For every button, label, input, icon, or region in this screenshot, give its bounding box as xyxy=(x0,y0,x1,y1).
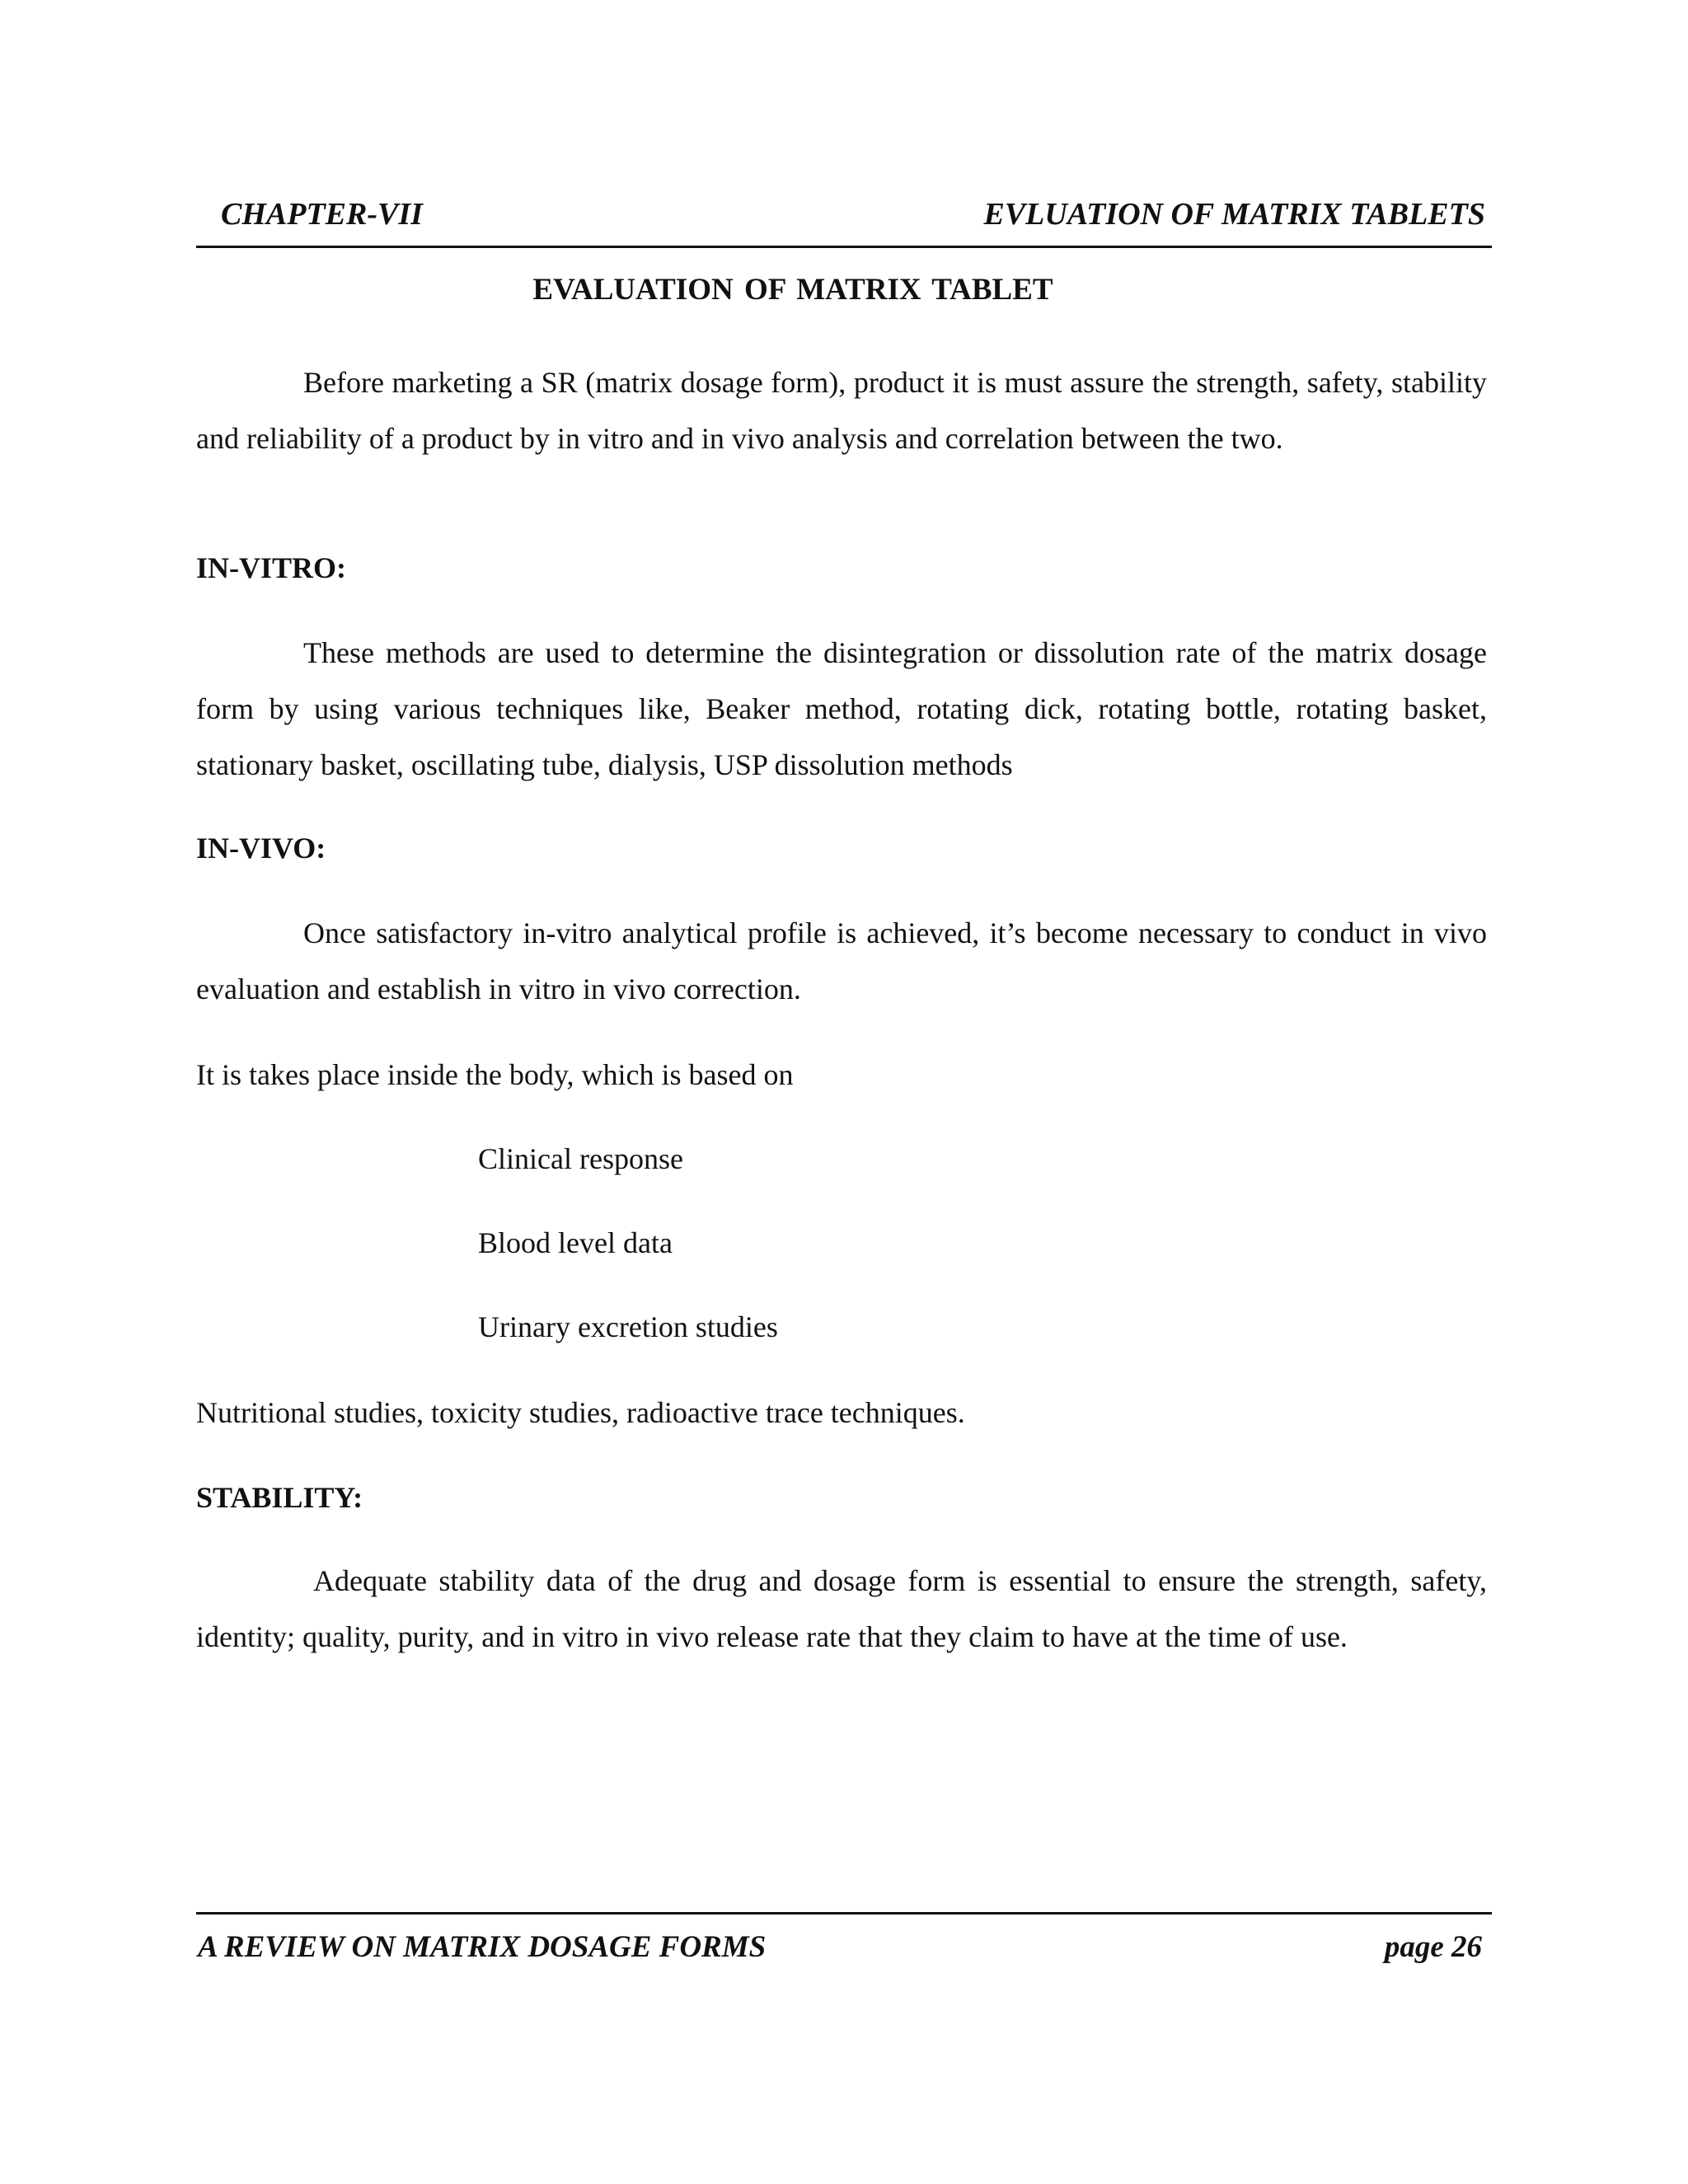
section-label: EVLUATION OF MATRIX TABLETS xyxy=(983,197,1485,232)
chapter-label: CHAPTER-VII xyxy=(221,197,423,232)
list-item: Clinical response xyxy=(478,1142,683,1175)
list-item: Blood level data xyxy=(478,1226,673,1259)
page-footer xyxy=(196,1912,1492,1964)
in-vivo-paragraph: Once satisfactory in-vitro analytical profile is achieved, it’s become necessary to conduct in vivo evaluation and establish in vitro in vivo correction. xyxy=(196,916,1487,1005)
list-item: Urinary excretion studies xyxy=(478,1310,778,1343)
book-title: A REVIEW ON MATRIX DOSAGE FORMS xyxy=(198,1930,767,1964)
stability-paragraph: Adequate stability data of the drug and dosage form is essential to ensure the strength, safety, identity; quality, purity, and in vitro in vivo release rate that they claim to have at the time of use. xyxy=(196,1564,1487,1653)
in-vivo-lead-text: It is takes place inside the body, which is based on xyxy=(196,1058,794,1091)
in-vitro-heading: IN-VITRO: xyxy=(196,551,347,584)
page-header xyxy=(196,190,1492,248)
stability-heading: STABILITY: xyxy=(196,1481,363,1514)
intro-paragraph: Before marketing a SR (matrix dosage form), product it is must assure the strength, safety, stability and reliability of a product by in vitro and in vivo analysis and correlation between the two. xyxy=(196,366,1487,455)
in-vivo-heading: IN-VIVO: xyxy=(196,832,326,865)
page-number: page 26 xyxy=(1384,1930,1482,1964)
in-vivo-trailing-text: Nutritional studies, toxicity studies, radioactive trace techniques. xyxy=(196,1396,965,1429)
page-title: EVALUATION OF MATRIX TABLET xyxy=(532,273,1053,307)
in-vitro-paragraph: These methods are used to determine the disintegration or dissolution rate of the matrix dosage form by using various techniques like, Beaker method, rotating dick, rotating bottle, rotating basket, stationary basket, oscillating tube, dialysis, USP dissolution methods xyxy=(196,636,1487,781)
